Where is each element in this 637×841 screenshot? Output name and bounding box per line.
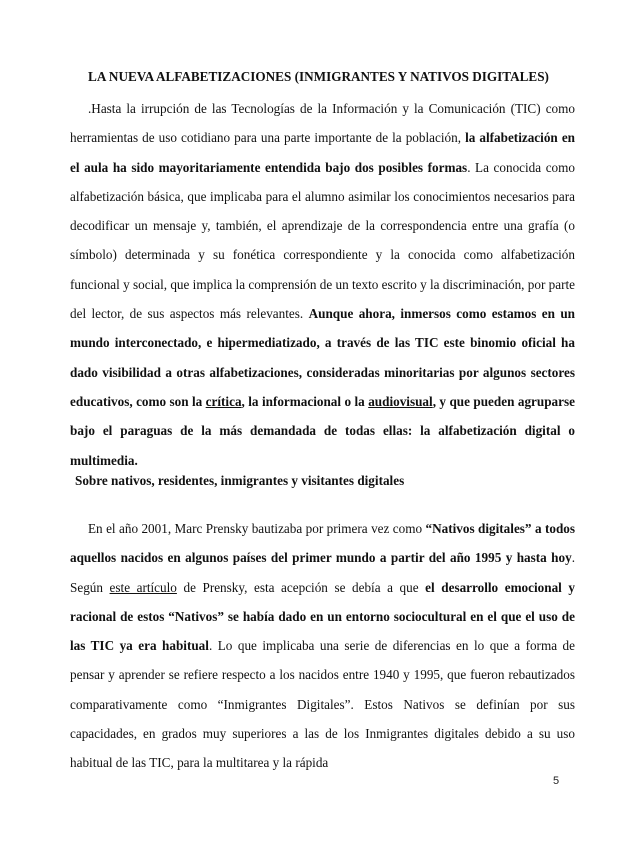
paragraph-intro bbox=[70, 94, 575, 475]
text-span: En el año 2001, Marc Prensky bautizaba por primera vez como bbox=[88, 521, 426, 536]
bold-text: la alfabetización en el aula ha sido mayoritariamente entendida bajo dos posibles formas bbox=[70, 130, 576, 175]
text-span: de Prensky, esta acepción se debía a que bbox=[176, 579, 426, 595]
bold-text: “Nativos digitales” a todos aquellos nacidos en algunos países del primer mundo a partir del año 1995 y hasta hoy bbox=[70, 521, 575, 566]
bold-text: , la informacional o la bbox=[241, 393, 369, 409]
text-span: . Según bbox=[70, 550, 575, 595]
bold-text: Aunque ahora, inmersos como estamos en un mundo interconectado, e hipermediatizado, a través de las TIC este binomio oficial ha dado visibilidad a otras alfabetizaciones, consideradas minoritarias por algunos sectores educativos, como son la bbox=[70, 306, 576, 409]
text-span: . La conocida como alfabetización básica, que implicaba para el alumno asimilar los conocimientos necesarios para decodificar un mensaje y, también, el aprendizaje de la correspondencia entre una grafía (o símbolo) determinada y su fonética correspondiente y la conocida como alfabetización funcional y social, que implica la comprensión de un texto escrito y la discriminación, por parte del lector, de sus aspectos más relevantes. bbox=[70, 159, 576, 322]
section-subheading: Sobre nativos, residentes, inmigrantes y visitantes digitales bbox=[75, 473, 405, 488]
paragraph-prensky bbox=[70, 514, 575, 778]
bold-text: , y que pueden agruparse bajo el paraguas de la más demandada de todas ellas: la alfabetización digital o multimedia. bbox=[70, 393, 575, 468]
link-critica[interactable]: crítica bbox=[205, 393, 242, 409]
bold-text: el desarrollo emocional y racional de estos “Nativos” se había dado en un entorno sociocultural en el que el uso de las TIC ya era habitual bbox=[70, 579, 576, 654]
page-number: 5 bbox=[553, 775, 560, 787]
document-title: LA NUEVA ALFABETIZACIONES (INMIGRANTES Y NATIVOS DIGITALES) bbox=[88, 69, 549, 84]
text-span: . Lo que implicaba una serie de diferencias en lo que a forma de pensar y aprender se refiere respecto a los nacidos entre 1940 y 1995, que fueron rebautizados comparativamente como “Inmigrantes Digitales”. Estos Nativos se definían por sus capacidades, en grados muy superiores a las de los Inmigrantes digitales debido a su uso habitual de las TIC, para la multitarea y la rápida bbox=[70, 638, 575, 771]
link-este-articulo[interactable]: este artículo bbox=[109, 579, 177, 595]
link-audiovisual[interactable]: audiovisual bbox=[368, 393, 433, 409]
text-span: .Hasta la irrupción de las Tecnologías de la Información y la Comunicación (TIC) como herramientas de uso cotidiano para una parte importante de la población, bbox=[70, 101, 575, 146]
